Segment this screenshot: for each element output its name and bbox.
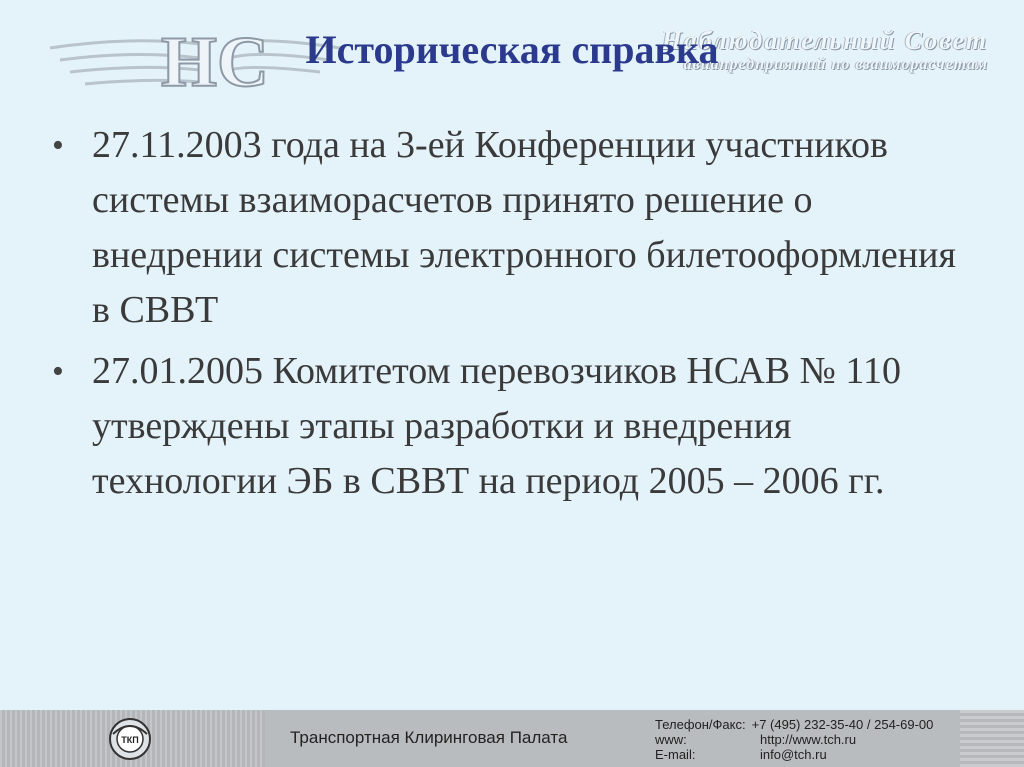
tkp-emblem-icon [105,714,155,764]
footer-pattern-right [960,710,1024,767]
bullet-item-1 [52,118,982,338]
www-link[interactable]: http://www.tch.ru [760,732,857,747]
contact-row-www [655,732,933,747]
contact-row-phone [655,717,933,732]
company-name: Транспортная Клиринговая Палата [290,728,568,747]
emblem-text: ТКП [121,735,139,745]
bullet-item-2 [52,344,982,509]
phone-value: +7 (495) 232-35-40 / 254-69-00 [751,717,934,732]
email-label: E-mail: [655,747,696,762]
phone-label: Телефон/Факс: [655,717,746,732]
logo-letters: НС [161,22,269,102]
email-link[interactable]: info@tch.ru [760,747,827,762]
footer [0,710,1024,767]
bullet-text-2: 27.01.2005 Комитетом перевозчиков НСАВ № 110 утверждены этапы разработки и внедрения технологии ЭБ в СВВТ на период 2005 – 2006 гг. [92,350,901,502]
bullet-dot-icon: • [52,127,64,164]
watermark-line1: Наблюдательный Совет [661,26,988,55]
bullet-dot-icon: • [52,353,64,390]
contacts-block [655,717,933,762]
bullet-list [52,118,982,515]
www-label: www: [655,732,687,747]
bullet-text-1: 27.11.2003 года на 3-ей Конференции участников системы взаиморасчетов принято решение о внедрении системы электронного билетооформления в СВВТ [92,124,956,331]
slide-title: Историческая справка [305,27,719,72]
watermark-line2: авиапредприятий по взаиморасчетам [683,56,988,73]
contact-row-email [655,747,933,762]
